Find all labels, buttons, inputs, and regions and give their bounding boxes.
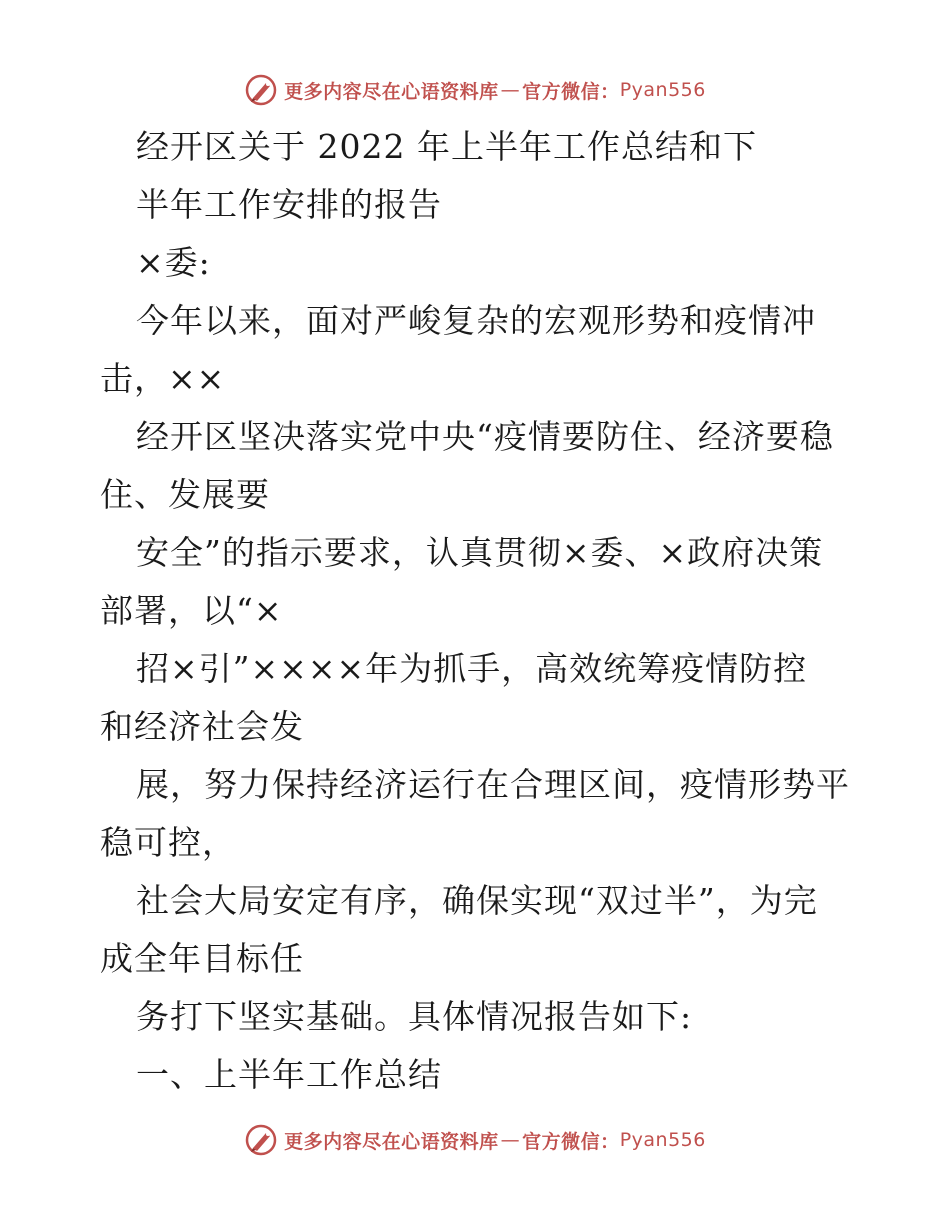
footer-watermark (0, 1122, 950, 1158)
paragraph-line: 和经济社会发 (100, 707, 304, 746)
watermark-dash: — (500, 1129, 521, 1151)
watermark-text: 更多内容尽在心语资料库 (284, 80, 499, 103)
header-watermark (0, 72, 950, 108)
pen-logo-icon (244, 1123, 278, 1157)
paragraph-line: 今年以来，面对严峻复杂的宏观形势和疫情冲 (136, 301, 816, 340)
paragraph-line: 务打下坚实基础。具体情况报告如下: (136, 997, 693, 1036)
watermark-wechat-label: 官方微信： (522, 80, 620, 103)
watermark-wechat-id: Pyan556 (619, 1129, 706, 1151)
paragraph-line: 击，×× (100, 359, 226, 398)
paragraph-line: 稳可控， (100, 823, 236, 862)
paragraph-line: 安全”的指示要求，认真贯彻×委、×政府决策 (136, 533, 824, 572)
watermark-dash: — (500, 79, 521, 101)
document-title-line-1: 经开区关于 2022 年上半年工作总结和下 (136, 127, 757, 166)
paragraph-line: 成全年目标任 (100, 939, 304, 978)
pen-logo-icon (244, 73, 278, 107)
watermark-text: 更多内容尽在心语资料库 (284, 1130, 499, 1153)
paragraph-line: 社会大局安定有序，确保实现“双过半”，为完 (136, 881, 818, 920)
document-title-line-2: 半年工作安排的报告 (136, 185, 442, 224)
watermark-wechat-label: 官方微信： (522, 1130, 620, 1153)
document-body (100, 118, 860, 1104)
paragraph-line: 展，努力保持经济运行在合理区间，疫情形势平 (136, 765, 850, 804)
section-heading: 一、上半年工作总结 (136, 1055, 442, 1094)
salutation: ×委: (136, 243, 211, 282)
watermark-wechat-id: Pyan556 (619, 79, 706, 101)
paragraph-line: 招×引”××××年为抓手，高效统筹疫情防控 (136, 649, 808, 688)
paragraph-line: 经开区坚决落实党中央“疫情要防住、经济要稳 (136, 417, 834, 456)
paragraph-line: 部署，以“× (100, 591, 283, 630)
paragraph-line: 住、发展要 (100, 475, 270, 514)
